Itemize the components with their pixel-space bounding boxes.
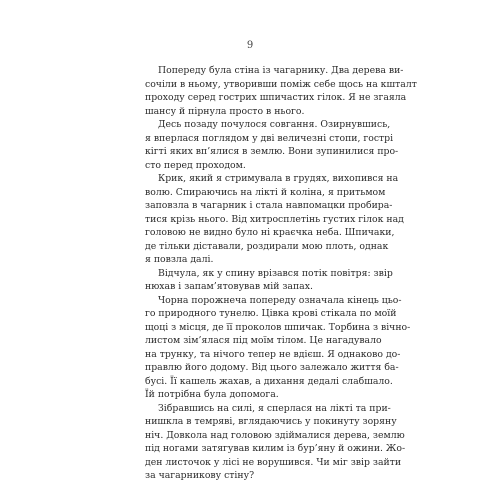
text-line: кігті яких вп’ялися в землю. Вони зупинилися про-: [145, 146, 399, 157]
text-line: правлю його додому. Від цього залежало життя ба-: [145, 362, 399, 373]
text-line: на трунку, та нічого тепер не вдієш. Я однаково до-: [145, 348, 401, 360]
text-line: ден листочок у лісі не ворушився. Чи міг звір зайти: [145, 456, 402, 468]
text-line: сочіли в ньому, утворивши поміж себе щось на кшталт: [145, 78, 417, 90]
text-line: Відчула, як у спину врізався потік повітря: звір: [158, 267, 393, 279]
paragraph: [145, 172, 404, 267]
text-line: бусі. Її кашель жахав, а дихання дедалі слабшало.: [145, 375, 393, 387]
text-line: щоці з місця, де її проколов шпичак. Торбина з вічно-: [145, 321, 411, 333]
body-text: [145, 64, 417, 483]
paragraph: [145, 267, 393, 294]
paragraph: [145, 294, 411, 402]
text-line: під ногами затягував килим із бур’яну й ожини. Жо-: [145, 443, 406, 454]
text-line: шансу й пірнула просто в нього.: [145, 105, 305, 117]
text-line: я повзла далі.: [145, 254, 214, 265]
text-line: Чорна порожнеча попереду означала кінець цьо-: [158, 294, 402, 306]
paragraph: [145, 402, 406, 483]
text-line: листом зім’ялася під моїм тілом. Це нагадувало: [145, 335, 382, 346]
text-line: проходу серед гострих шпичастих гілок. Я не згаяла: [145, 92, 407, 103]
text-line: головою не видно було ні краєчка неба. Шпичаки,: [145, 227, 395, 238]
text-line: за чагарникову стіну?: [145, 470, 255, 481]
text-line: тися крізь нього. Від хитросплетінь густих гілок над: [145, 213, 404, 225]
text-line: сто перед проходом.: [145, 159, 246, 171]
page-number: 9: [246, 40, 254, 51]
text-line: Крик, який я стримувала в грудях, вихопився на: [158, 173, 399, 184]
text-line: я вперлася поглядом у дві величезні стопи, гострі: [145, 132, 394, 144]
text-line: Їй потрібна була допомога.: [145, 389, 279, 400]
text-line: заповзла в чагарник і стала навпомацки пробира-: [145, 200, 393, 211]
text-line: нишкла в темряві, вглядаючись у покинуту зоряну: [145, 416, 397, 427]
paragraph: [145, 118, 399, 172]
paragraph: [145, 64, 417, 118]
text-line: Зібравшись на силі, я сперлася на лікті та при-: [158, 402, 391, 414]
text-line: нюхав і запам’ятовував мій запах.: [145, 281, 313, 292]
text-line: Попереду була стіна із чагарнику. Два дерева ви-: [158, 65, 404, 76]
text-line: ніч. Довкола над головою здіймалися дерева, землю: [145, 429, 405, 441]
text-line: Десь позаду почулося совгання. Озирнувшись,: [158, 119, 391, 130]
text-line: волю. Спираючись на лікті й коліна, я притьмом: [145, 186, 386, 198]
text-line: го природного тунелю. Цівка крові стікала по моїй: [145, 308, 397, 319]
text-line: де тільки діставали, роздирали мою плоть, однак: [145, 240, 389, 252]
